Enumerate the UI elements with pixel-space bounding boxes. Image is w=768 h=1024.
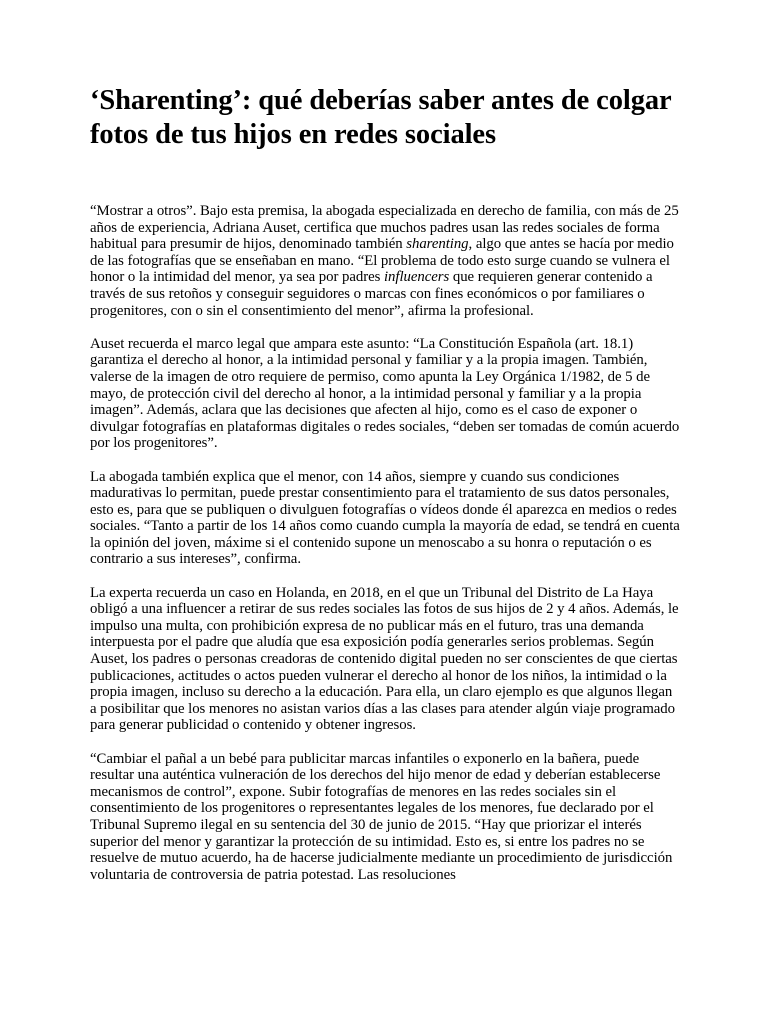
text-run: , algo que antes se hacía por medio de las fotografías que se enseñaban en mano. “El problema de todo esto surge cuando se vulnera el honor o la intimidad del menor, ya sea por padres [90,236,674,286]
paragraph-5 [90,751,680,884]
paragraph-1 [90,203,680,319]
text-run: La abogada también explica que el menor, con 14 años, siempre y cuando sus condiciones madurativas lo permitan, puede prestar consentimiento para el tratamiento de sus datos personales, esto es, para que se publiquen o divulguen fotografías o vídeos donde él aparezca en medios o redes sociales. “Tanto a partir de los 14 años como cuando cumpla la mayoría de edad, se tendrá en cuenta la opinión del joven, máxime si el contenido supone un menoscabo a su honra o reputación o es contrario a sus intereses”, confirma. [90,468,680,568]
text-run: La experta recuerda un caso en Holanda, en 2018, en el que un Tribunal del Distrito de La Haya obligó a una influencer a retirar de sus redes sociales las fotos de sus hijos de 2 y 4 años. Además, le impulso una multa, con prohibición expresa de no publicar más en el futuro, tras una demanda interpuesta por el padre que aludía que esa exposición podía generarles serios problemas. Según Auset, los padres o personas creadoras de contenido digital pueden no ser conscientes de que ciertas publicaciones, actitudes o actos pueden vulnerar el derecho al honor de los niños, la intimidad o la propia imagen, incluso su derecho a la educación. Para ella, un claro ejemplo es que algunos llegan a posibilitar que los menores no asistan varios días a las clases para atender algún viaje programado para generar publicidad o contenido y obtener ingresos. [90,584,679,734]
text-run: “Mostrar a otros”. Bajo esta premisa, la abogada especializada en derecho de familia, con más de 25 años de experiencia, Adriana Auset, certifica que muchos padres usan las redes sociales de forma habitual para presumir de hijos, denominado también [90,203,679,253]
paragraph-3 [90,469,680,569]
italic-term: influencers [384,269,450,286]
paragraph-2 [90,336,680,452]
text-run: “Cambiar el pañal a un bebé para publicitar marcas infantiles o exponerlo en la bañera, puede resultar una auténtica vulneración de los derechos del hijo menor de edad y deberían establecerse mecanismos de control”, expone. Subir fotografías de menores en las redes sociales sin el consentimiento de los progenitores o representantes legales de los menores, fue declarado por el Tribunal Supremo ilegal en su sentencia del 30 de junio de 2015. “Hay que priorizar el interés superior del menor y garantizar la protección de su intimidad. Esto es, si entre los padres no se resuelve de mutuo acuerdo, ha de hacerse judicialmente mediante un procedimiento de jurisdicción voluntaria de controversia de patria potestad. Las resoluciones [90,750,673,883]
paragraph-4 [90,585,680,734]
document-page [90,84,680,900]
text-run: que requieren generar contenido a través de sus retoños y conseguir seguidores o marcas con fines económicos o por familiares o progenitores, con o sin el consentimiento del menor”, afirma la profesional. [90,269,653,319]
article-body [90,203,680,883]
article-title: ‘Sharenting’: qué deberías saber antes de colgar fotos de tus hijos en redes sociales [90,85,672,150]
italic-term: sharenting [406,236,469,253]
text-run: Auset recuerda el marco legal que ampara este asunto: “La Constitución Española (art. 18.1) garantiza el derecho al honor, a la intimidad personal y familiar y a la propia imagen. También, valerse de la imagen de otro requiere de permiso, como apunta la Ley Orgánica 1/1982, de 5 de mayo, de protección civil del derecho al honor, a la intimidad personal y familiar y a la propia imagen”. Además, aclara que las decisiones que afecten al hijo, como es el caso de exponer o divulgar fotografías en plataformas digitales o redes sociales, “deben ser tomadas de común acuerdo por los progenitores”. [90,335,680,452]
